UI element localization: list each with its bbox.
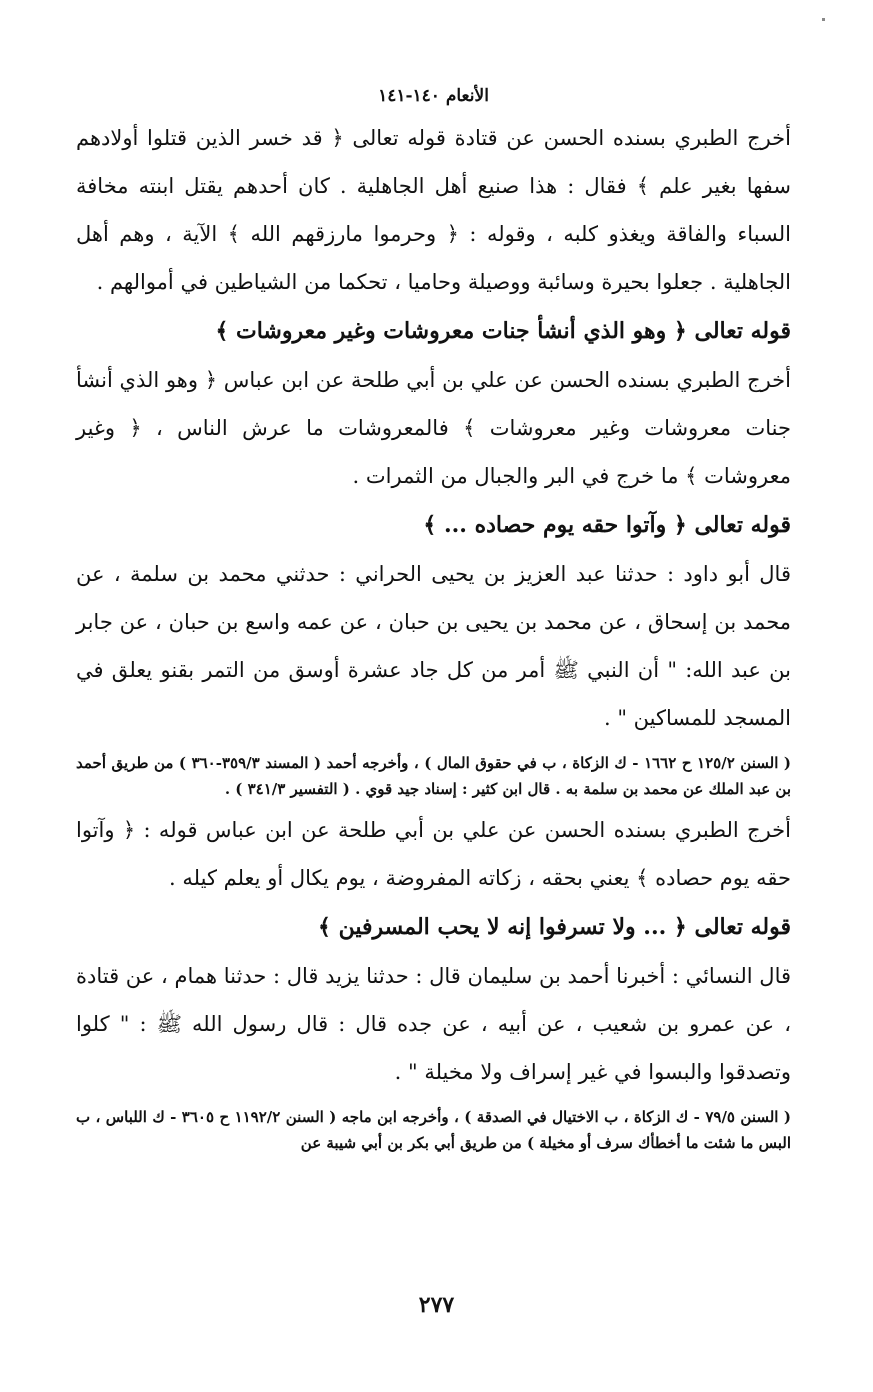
paragraph-abu-dawud: قال أبو داود : حدثنا عبد العزيز بن يحيى الحراني : حدثني محمد بن سلمة ، عن محمد بن إسحاق ، عن محمد بن يحيى بن حبان ، عن عمه واسع بن حبان ، عن جابر بن عبد الله: " أن النبي ﷺ أمر من كل جاد عشرة أوسق من التمر بقنو يعلق في المسجد للمساكين " . (76, 562, 791, 730)
paragraph-nasai: قال النسائي : أخبرنا أحمد بن سليمان قال : حدثنا يزيد قال : حدثنا همام ، عن قتادة ، عن عمرو بن شعيب ، عن أبيه ، عن جده قال : قال رسول الله ﷺ : " كلوا وتصدقوا والبسوا في غير إسراف ولا مخيلة " . (76, 964, 791, 1084)
footnote-sunan-abu-dawud: ( السنن ١٢٥/٢ ح ١٦٦٢ - ك الزكاة ، ب في حقوق المال ) ، وأخرجه أحمد ( المسند ٣٥٩/٣-٣٦٠ ) من طريق أحمد بن عبد الملك عن محمد بن سلمة به . قال ابن كثير : إسناد جيد قوي . ( التفسير ٣٤١/٣ ) . (76, 754, 791, 798)
section-heading-israf: قوله تعالى ﴿ ... ولا تسرفوا إنه لا يحب المسرفين ﴾ (318, 914, 791, 940)
paragraph-tabari-qatada: أخرج الطبري بسنده الحسن عن قتادة قوله تعالى ﴿ قد خسر الذين قتلوا أولادهم سفها بغير علم ﴾ فقال : هذا صنيع أهل الجاهلية . كان أحدهم يقتل ابنته مخافة السباء والفاقة ويغذو كلبه ، وقوله : ﴿ وحرموا مارزقهم الله ﴾ الآية ، وهم أهل الجاهلية . جعلوا بحيرة وسائبة ووصيلة وحاميا ، تحكما من الشياطين في أموالهم . (76, 126, 791, 294)
paragraph-ibn-abbas-hasad: أخرج الطبري بسنده الحسن عن علي بن أبي طلحة عن ابن عباس قوله : ﴿ وآتوا حقه يوم حصاده ﴾ يعني بحقه ، زكاته المفروضة ، يوم يكال أو يعلم كيله . (76, 818, 791, 890)
section-heading-haqqahu: قوله تعالى ﴿ وآتوا حقه يوم حصاده ... ﴾ (423, 512, 791, 538)
page-number: ٢٧٧ (418, 1292, 455, 1318)
paragraph-ibn-abbas-marushat: أخرج الطبري بسنده الحسن عن علي بن أبي طلحة عن ابن عباس ﴿ وهو الذي أنشأ جنات معروشات وغير معروشات ﴾ فالمعروشات ما عرش الناس ، ﴿ وغير معروشات ﴾ ما خرج في البر والجبال من الثمرات . (76, 368, 791, 488)
page-body (76, 86, 791, 1160)
section-heading-jannat: قوله تعالى ﴿ وهو الذي أنشأ جنات معروشات وغير معروشات ﴾ (215, 318, 791, 344)
scan-speck (822, 18, 825, 21)
running-header: الأنعام ١٤٠-١٤١ (378, 86, 489, 106)
footnote-sunan-nasai: ( السنن ٧٩/٥ - ك الزكاة ، ب الاختيال في الصدقة ) ، وأخرجه ابن ماجه ( السنن ١١٩٢/٢ ح ٣٦٠٥ - ك اللباس ، ب البس ما شئت ما أخطأك سرف أو مخيلة ) من طريق أبي بكر بن أبي شيبة عن (76, 1108, 791, 1152)
